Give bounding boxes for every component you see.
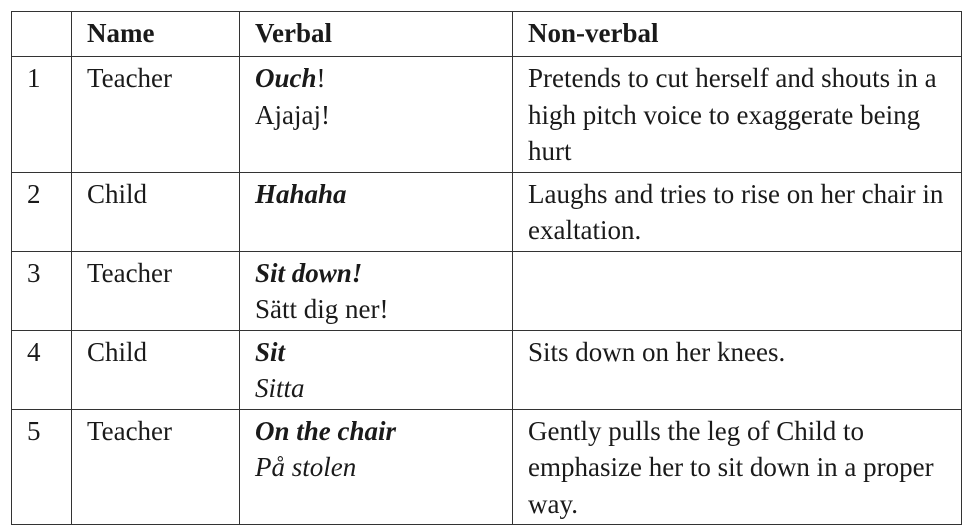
header-row <box>12 12 962 57</box>
header-name: Name <box>72 12 240 57</box>
verbal-line-2: Ajajaj! <box>255 99 330 130</box>
table-body <box>12 57 962 525</box>
verbal-line-2: Sitta <box>255 373 305 403</box>
row-name: Teacher <box>72 251 240 330</box>
row-number: 3 <box>12 251 72 330</box>
verbal-line-1 <box>255 176 512 213</box>
header-verbal: Verbal <box>240 12 513 57</box>
verbal-emphasis: Ouch <box>255 63 317 93</box>
table-row <box>12 251 962 330</box>
row-nonverbal: Laughs and tries to rise on her chair in exaltation. <box>513 172 962 251</box>
table-row <box>12 57 962 173</box>
row-number: 5 <box>12 409 72 525</box>
row-number: 4 <box>12 330 72 409</box>
verbal-emphasis: Sit down! <box>255 257 363 288</box>
verbal-line-2: Sätt dig ner! <box>255 294 389 324</box>
verbal-emphasis: Hahaha <box>255 178 347 209</box>
row-name: Child <box>72 330 240 409</box>
row-number: 1 <box>12 57 72 173</box>
verbal-line-2: På stolen <box>255 452 357 482</box>
row-verbal <box>240 172 513 251</box>
row-verbal <box>240 251 513 330</box>
row-nonverbal: Sits down on her knees. <box>513 330 962 409</box>
table-row <box>12 409 962 525</box>
verbal-punctuation: ! <box>316 63 326 93</box>
row-verbal <box>240 409 513 525</box>
row-verbal <box>240 330 513 409</box>
verbal-line-1 <box>255 255 512 292</box>
row-name: Child <box>72 172 240 251</box>
row-name: Teacher <box>72 57 240 173</box>
header-nonverbal: Non-verbal <box>513 12 962 57</box>
row-verbal <box>240 57 513 173</box>
transcript-table <box>11 11 962 525</box>
table-header <box>12 12 962 57</box>
row-nonverbal: Gently pulls the leg of Child to emphasize her to sit down in a proper way. <box>513 409 962 525</box>
row-name: Teacher <box>72 409 240 525</box>
verbal-line-1 <box>255 413 512 450</box>
verbal-emphasis: On the chair <box>255 415 397 446</box>
table-row <box>12 330 962 409</box>
header-number <box>12 12 72 57</box>
row-nonverbal: Pretends to cut herself and shouts in a high pitch voice to exaggerate being hurt <box>513 57 962 173</box>
row-number: 2 <box>12 172 72 251</box>
table-row <box>12 172 962 251</box>
verbal-line-1 <box>255 60 512 97</box>
verbal-emphasis: Sit <box>255 336 286 367</box>
row-nonverbal <box>513 251 962 330</box>
verbal-line-1 <box>255 334 512 371</box>
